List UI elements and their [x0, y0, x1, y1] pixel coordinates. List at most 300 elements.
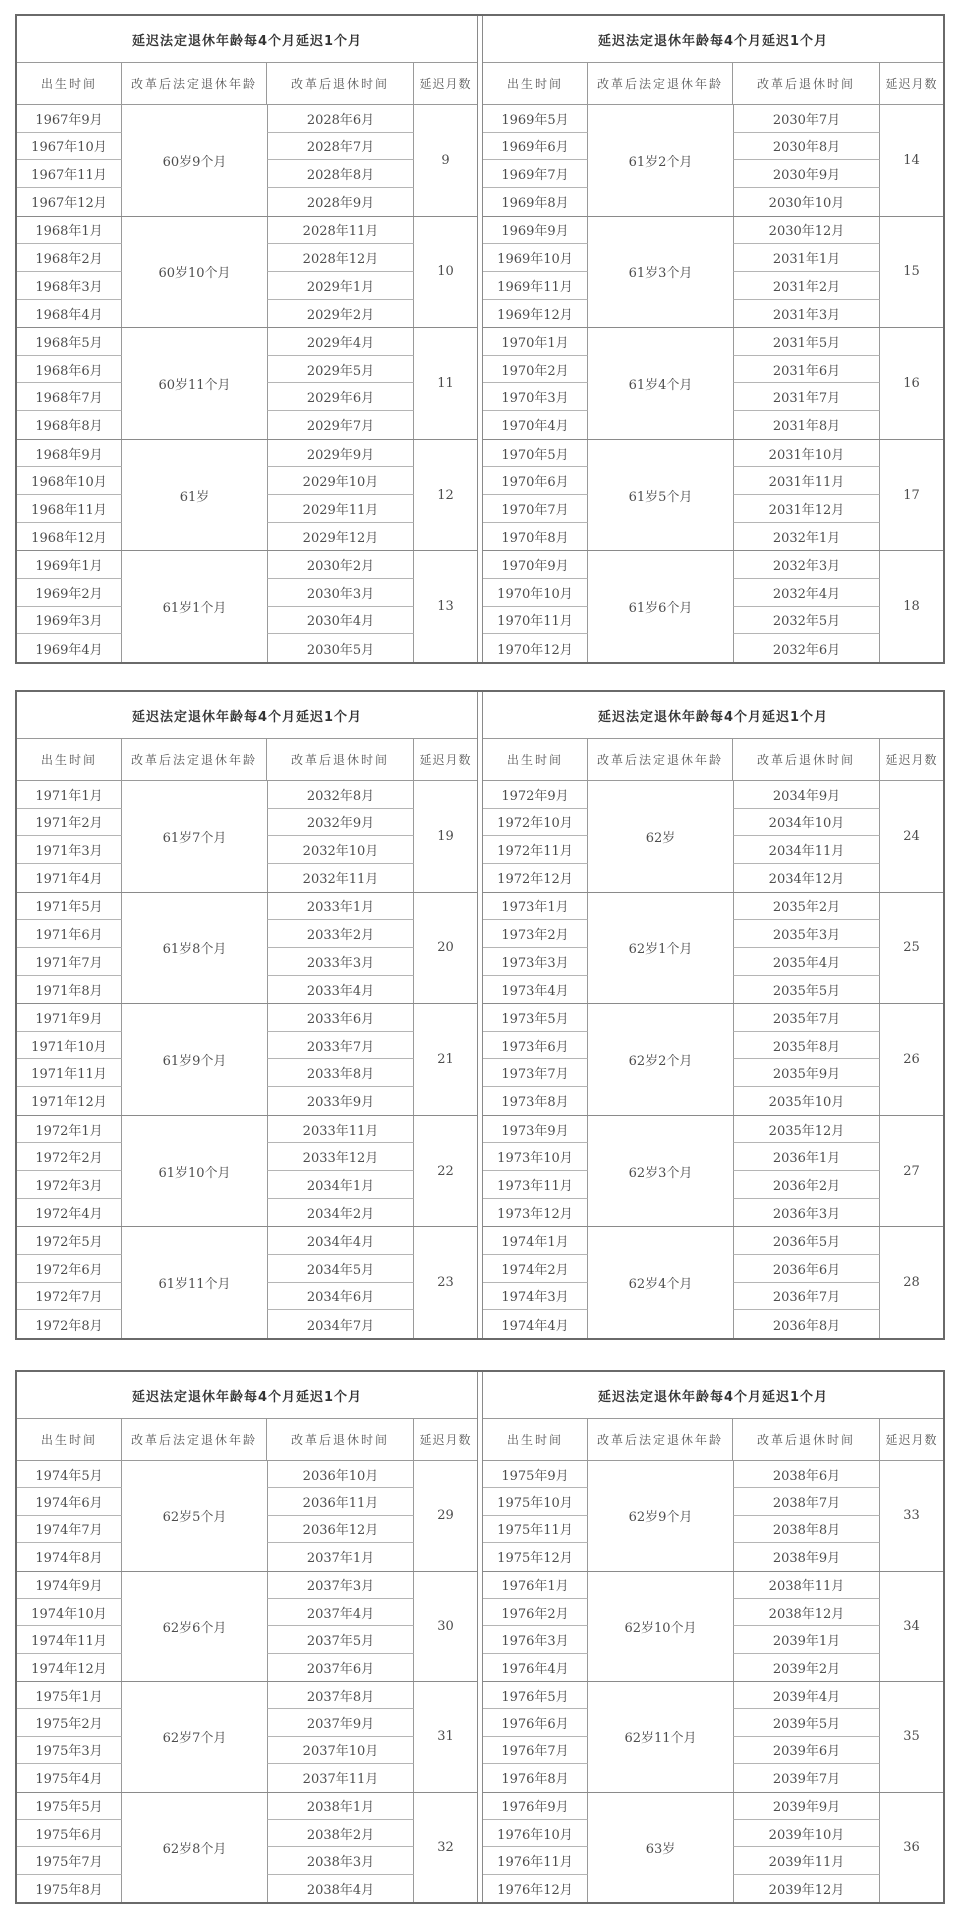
birth-date-cell: 1974年12月: [17, 1654, 122, 1681]
retirement-date-cell: 2036年6月: [733, 1255, 880, 1283]
retirement-date-cell: 2037年1月: [267, 1543, 414, 1570]
retirement-age-cell: 60岁9个月: [162, 154, 227, 170]
birth-date-cell: 1976年1月: [483, 1572, 588, 1599]
table-row-group: [17, 1227, 477, 1338]
retirement-date-cell: 2034年11月: [733, 836, 880, 864]
retirement-date-cell: 2030年8月: [733, 133, 880, 161]
birth-date-cell: 1970年10月: [483, 579, 588, 607]
retirement-date-cell: 2038年2月: [267, 1820, 414, 1847]
retirement-date-cell: 2031年8月: [733, 411, 880, 439]
birth-date-cell: 1972年3月: [17, 1171, 122, 1199]
retirement-date-cell: 2028年9月: [267, 188, 414, 216]
retirement-date-cell: 2036年2月: [733, 1171, 880, 1199]
birth-date-cell: 1974年3月: [483, 1283, 588, 1311]
birth-date-cell: 1974年2月: [483, 1255, 588, 1283]
birth-date-cell: 1974年6月: [17, 1488, 122, 1515]
retirement-date-cell: 2032年5月: [733, 607, 880, 635]
retirement-date-cell: 2038年3月: [267, 1847, 414, 1874]
retirement-date-cell: 2037年8月: [267, 1682, 414, 1709]
retirement-date-cell: 2035年7月: [733, 1004, 880, 1032]
birth-date-cell: 1970年4月: [483, 411, 588, 439]
table-row-group: [17, 328, 477, 440]
birth-date-cell: 1976年10月: [483, 1820, 588, 1847]
delay-months-cell: 30: [437, 1618, 454, 1634]
retirement-age-cell: 61岁11个月: [158, 1277, 231, 1293]
table-row-group: [483, 1227, 943, 1338]
delay-months-cell: 34: [903, 1618, 920, 1634]
birth-date-cell: 1972年6月: [17, 1255, 122, 1283]
birth-date-cell: 1973年10月: [483, 1143, 588, 1171]
birth-date-cell: 1967年10月: [17, 133, 122, 161]
retirement-date-cell: 2029年12月: [267, 523, 414, 551]
birth-date-cell: 1970年6月: [483, 467, 588, 495]
table-row-group: [483, 893, 943, 1005]
birth-date-cell: 1976年9月: [483, 1793, 588, 1820]
retirement-date-cell: 2038年6月: [733, 1461, 880, 1488]
birth-date-cell: 1974年11月: [17, 1626, 122, 1653]
retirement-age-cell: 61岁5个月: [628, 489, 693, 505]
birth-date-cell: 1975年7月: [17, 1847, 122, 1874]
birth-date-cell: 1968年8月: [17, 411, 122, 439]
table-row-group: [17, 781, 477, 893]
retirement-date-cell: 2033年3月: [267, 948, 414, 976]
retirement-age-cell: 62岁10个月: [624, 1620, 697, 1636]
delay-months-cell: 23: [437, 1275, 454, 1291]
birth-date-cell: 1968年6月: [17, 356, 122, 384]
retirement-date-cell: 2034年7月: [267, 1310, 414, 1338]
delay-months-cell: 11: [437, 375, 454, 391]
table-title: 延迟法定退休年龄每4个月延迟1个月: [483, 1372, 943, 1419]
retirement-date-cell: 2029年7月: [267, 411, 414, 439]
header-new-retirement-age: 改革后法定退休年龄: [588, 63, 733, 104]
retirement-date-cell: 2039年10月: [733, 1820, 880, 1847]
birth-date-cell: 1973年6月: [483, 1032, 588, 1060]
delay-months-cell: 27: [903, 1163, 920, 1179]
retirement-age-cell: 61岁4个月: [628, 377, 693, 393]
birth-date-cell: 1974年7月: [17, 1516, 122, 1543]
retirement-date-cell: 2036年10月: [267, 1461, 414, 1488]
delay-months-cell: 36: [903, 1839, 920, 1855]
birth-date-cell: 1974年5月: [17, 1461, 122, 1488]
table-row-group: [17, 217, 477, 329]
table-body: [483, 1461, 943, 1902]
birth-date-cell: 1968年4月: [17, 300, 122, 328]
retirement-date-cell: 2031年10月: [733, 440, 880, 468]
retirement-date-cell: 2035年10月: [733, 1087, 880, 1115]
birth-date-cell: 1975年2月: [17, 1709, 122, 1736]
birth-date-cell: 1975年12月: [483, 1543, 588, 1570]
retirement-date-cell: 2034年2月: [267, 1199, 414, 1227]
birth-date-cell: 1969年1月: [17, 551, 122, 579]
birth-date-cell: 1968年5月: [17, 328, 122, 356]
table-row-group: [17, 893, 477, 1005]
birth-date-cell: 1976年5月: [483, 1682, 588, 1709]
birth-date-cell: 1973年4月: [483, 976, 588, 1004]
header-delay-months: 延迟月数: [885, 77, 938, 91]
header-birth-date: 出生时间: [483, 1419, 588, 1460]
table-row-group: [483, 1682, 943, 1793]
retirement-date-cell: 2031年2月: [733, 272, 880, 300]
birth-date-cell: 1972年4月: [17, 1199, 122, 1227]
table-row-group: [17, 1461, 477, 1572]
birth-date-cell: 1976年2月: [483, 1599, 588, 1626]
retirement-date-cell: 2032年9月: [267, 809, 414, 837]
birth-date-cell: 1970年9月: [483, 551, 588, 579]
birth-date-cell: 1975年11月: [483, 1516, 588, 1543]
retirement-date-cell: 2028年11月: [267, 217, 414, 245]
birth-date-cell: 1970年2月: [483, 356, 588, 384]
delay-months-cell: 17: [903, 487, 920, 503]
retirement-date-cell: 2035年12月: [733, 1116, 880, 1144]
header-delay-months: 延迟月数: [419, 1433, 472, 1447]
retirement-age-cell: 62岁9个月: [628, 1510, 693, 1526]
table-row-group: [17, 1004, 477, 1116]
retirement-date-cell: 2029年6月: [267, 383, 414, 411]
birth-date-cell: 1970年3月: [483, 383, 588, 411]
birth-date-cell: 1972年1月: [17, 1116, 122, 1144]
header-new-retirement-date: 改革后退休时间: [733, 1419, 880, 1460]
retirement-date-cell: 2030年12月: [733, 217, 880, 245]
table-body: [483, 105, 943, 662]
retirement-date-cell: 2031年5月: [733, 328, 880, 356]
table-row-group: [483, 1572, 943, 1683]
birth-date-cell: 1969年4月: [17, 634, 122, 662]
header-new-retirement-date: 改革后退休时间: [733, 739, 880, 780]
delay-months-cell: 15: [903, 264, 920, 280]
retirement-age-cell: 61岁7个月: [162, 830, 227, 846]
retirement-date-cell: 2036年11月: [267, 1488, 414, 1515]
retirement-date-cell: 2039年12月: [733, 1875, 880, 1902]
retirement-date-cell: 2030年9月: [733, 160, 880, 188]
retirement-date-cell: 2031年6月: [733, 356, 880, 384]
delay-months-cell: 10: [437, 264, 454, 280]
table-row-group: [483, 551, 943, 662]
birth-date-cell: 1968年3月: [17, 272, 122, 300]
retirement-date-cell: 2029年2月: [267, 300, 414, 328]
table-row-group: [17, 1572, 477, 1683]
header-delay-months: 延迟月数: [885, 753, 938, 767]
birth-date-cell: 1973年7月: [483, 1059, 588, 1087]
birth-date-cell: 1974年8月: [17, 1543, 122, 1570]
retirement-date-cell: 2032年8月: [267, 781, 414, 809]
retirement-date-cell: 2029年4月: [267, 328, 414, 356]
retirement-date-cell: 2028年12月: [267, 244, 414, 272]
birth-date-cell: 1974年9月: [17, 1572, 122, 1599]
delay-months-cell: 26: [903, 1051, 920, 1067]
retirement-date-cell: 2038年1月: [267, 1793, 414, 1820]
delay-months-cell: 35: [903, 1729, 920, 1745]
retirement-date-cell: 2028年7月: [267, 133, 414, 161]
birth-date-cell: 1972年12月: [483, 864, 588, 892]
birth-date-cell: 1971年8月: [17, 976, 122, 1004]
table-section-3: [15, 1370, 945, 1904]
delay-months-cell: 16: [903, 375, 920, 391]
delay-months-cell: 28: [903, 1275, 920, 1291]
retirement-date-cell: 2030年10月: [733, 188, 880, 216]
retirement-date-cell: 2030年3月: [267, 579, 414, 607]
birth-date-cell: 1968年7月: [17, 383, 122, 411]
birth-date-cell: 1969年5月: [483, 105, 588, 133]
retirement-date-cell: 2034年9月: [733, 781, 880, 809]
table-header-row: [483, 1419, 943, 1461]
retirement-date-cell: 2037年5月: [267, 1626, 414, 1653]
delay-months-cell: 20: [437, 940, 454, 956]
retirement-date-cell: 2033年6月: [267, 1004, 414, 1032]
header-new-retirement-date: 改革后退休时间: [267, 63, 414, 104]
retirement-date-cell: 2034年6月: [267, 1283, 414, 1311]
birth-date-cell: 1968年2月: [17, 244, 122, 272]
retirement-date-cell: 2032年1月: [733, 523, 880, 551]
retirement-date-cell: 2036年3月: [733, 1199, 880, 1227]
birth-date-cell: 1972年5月: [17, 1227, 122, 1255]
right-table: [482, 1372, 943, 1902]
birth-date-cell: 1971年4月: [17, 864, 122, 892]
retirement-date-cell: 2036年1月: [733, 1143, 880, 1171]
retirement-date-cell: 2029年5月: [267, 356, 414, 384]
birth-date-cell: 1976年8月: [483, 1764, 588, 1791]
birth-date-cell: 1968年1月: [17, 217, 122, 245]
birth-date-cell: 1973年5月: [483, 1004, 588, 1032]
birth-date-cell: 1971年5月: [17, 893, 122, 921]
birth-date-cell: 1972年2月: [17, 1143, 122, 1171]
retirement-age-cell: 61岁6个月: [628, 601, 693, 617]
retirement-date-cell: 2032年10月: [267, 836, 414, 864]
birth-date-cell: 1975年10月: [483, 1488, 588, 1515]
table-section-2: [15, 690, 945, 1340]
retirement-date-cell: 2030年7月: [733, 105, 880, 133]
birth-date-cell: 1976年12月: [483, 1875, 588, 1902]
right-table: [482, 692, 943, 1338]
birth-date-cell: 1975年1月: [17, 1682, 122, 1709]
retirement-date-cell: 2033年9月: [267, 1087, 414, 1115]
retirement-date-cell: 2039年4月: [733, 1682, 880, 1709]
retirement-date-cell: 2033年11月: [267, 1116, 414, 1144]
birth-date-cell: 1975年3月: [17, 1737, 122, 1764]
retirement-date-cell: 2037年3月: [267, 1572, 414, 1599]
birth-date-cell: 1974年10月: [17, 1599, 122, 1626]
retirement-date-cell: 2034年12月: [733, 864, 880, 892]
retirement-date-cell: 2029年1月: [267, 272, 414, 300]
table-header-row: [17, 739, 477, 781]
birth-date-cell: 1970年11月: [483, 607, 588, 635]
birth-date-cell: 1972年8月: [17, 1310, 122, 1338]
delay-months-cell: 33: [903, 1508, 920, 1524]
birth-date-cell: 1968年9月: [17, 440, 122, 468]
birth-date-cell: 1970年8月: [483, 523, 588, 551]
retirement-date-cell: 2039年5月: [733, 1709, 880, 1736]
birth-date-cell: 1971年12月: [17, 1087, 122, 1115]
retirement-age-cell: 62岁11个月: [624, 1731, 697, 1747]
birth-date-cell: 1976年6月: [483, 1709, 588, 1736]
header-new-retirement-date: 改革后退休时间: [267, 739, 414, 780]
retirement-date-cell: 2030年2月: [267, 551, 414, 579]
retirement-date-cell: 2031年3月: [733, 300, 880, 328]
delay-months-cell: 22: [437, 1163, 454, 1179]
birth-date-cell: 1969年11月: [483, 272, 588, 300]
retirement-date-cell: 2038年8月: [733, 1516, 880, 1543]
delay-months-cell: 19: [437, 828, 454, 844]
retirement-date-cell: 2037年10月: [267, 1737, 414, 1764]
birth-date-cell: 1969年8月: [483, 188, 588, 216]
birth-date-cell: 1971年10月: [17, 1032, 122, 1060]
retirement-date-cell: 2029年9月: [267, 440, 414, 468]
delay-months-cell: 12: [437, 487, 454, 503]
retirement-date-cell: 2033年2月: [267, 920, 414, 948]
retirement-date-cell: 2028年6月: [267, 105, 414, 133]
retirement-date-cell: 2031年7月: [733, 383, 880, 411]
birth-date-cell: 1967年12月: [17, 188, 122, 216]
table-row-group: [17, 1682, 477, 1793]
header-new-retirement-age: 改革后法定退休年龄: [588, 739, 733, 780]
retirement-date-cell: 2037年11月: [267, 1764, 414, 1791]
birth-date-cell: 1973年8月: [483, 1087, 588, 1115]
table-row-group: [17, 1793, 477, 1903]
retirement-date-cell: 2039年2月: [733, 1654, 880, 1681]
retirement-date-cell: 2035年4月: [733, 948, 880, 976]
table-row-group: [483, 1004, 943, 1116]
birth-date-cell: 1971年2月: [17, 809, 122, 837]
retirement-date-cell: 2032年4月: [733, 579, 880, 607]
table-row-group: [483, 217, 943, 329]
retirement-age-cell: 61岁2个月: [628, 154, 693, 170]
retirement-date-cell: 2034年1月: [267, 1171, 414, 1199]
table-row-group: [483, 1116, 943, 1228]
birth-date-cell: 1968年12月: [17, 523, 122, 551]
retirement-date-cell: 2028年8月: [267, 160, 414, 188]
birth-date-cell: 1969年9月: [483, 217, 588, 245]
retirement-date-cell: 2037年6月: [267, 1654, 414, 1681]
retirement-age-cell: 61岁3个月: [628, 266, 693, 282]
birth-date-cell: 1976年3月: [483, 1626, 588, 1653]
header-birth-date: 出生时间: [483, 739, 588, 780]
birth-date-cell: 1972年11月: [483, 836, 588, 864]
table-title: 延迟法定退休年龄每4个月延迟1个月: [17, 692, 477, 739]
retirement-age-cell: 62岁6个月: [162, 1620, 227, 1636]
retirement-age-cell: 61岁10个月: [158, 1165, 231, 1181]
birth-date-cell: 1975年6月: [17, 1820, 122, 1847]
retirement-date-cell: 2039年6月: [733, 1737, 880, 1764]
birth-date-cell: 1975年5月: [17, 1793, 122, 1820]
delay-months-cell: 9: [441, 152, 450, 168]
retirement-date-cell: 2039年11月: [733, 1847, 880, 1874]
table-row-group: [483, 440, 943, 552]
retirement-date-cell: 2036年5月: [733, 1227, 880, 1255]
table-row-group: [483, 1793, 943, 1903]
table-title: 延迟法定退休年龄每4个月延迟1个月: [17, 16, 477, 63]
birth-date-cell: 1971年9月: [17, 1004, 122, 1032]
header-birth-date: 出生时间: [17, 739, 122, 780]
birth-date-cell: 1970年7月: [483, 495, 588, 523]
retirement-date-cell: 2033年7月: [267, 1032, 414, 1060]
retirement-date-cell: 2033年12月: [267, 1143, 414, 1171]
birth-date-cell: 1974年4月: [483, 1310, 588, 1338]
retirement-date-cell: 2030年4月: [267, 607, 414, 635]
table-row-group: [483, 1461, 943, 1572]
left-table: [17, 692, 478, 1338]
retirement-date-cell: 2032年3月: [733, 551, 880, 579]
table-header-row: [483, 739, 943, 781]
birth-date-cell: 1973年12月: [483, 1199, 588, 1227]
left-table: [17, 1372, 478, 1902]
retirement-date-cell: 2039年9月: [733, 1793, 880, 1820]
birth-date-cell: 1971年3月: [17, 836, 122, 864]
delay-months-cell: 29: [437, 1508, 454, 1524]
table-row-group: [483, 781, 943, 893]
table-section-1: [15, 14, 945, 664]
birth-date-cell: 1969年3月: [17, 607, 122, 635]
delay-months-cell: 18: [903, 599, 920, 615]
birth-date-cell: 1972年9月: [483, 781, 588, 809]
table-body: [17, 105, 477, 662]
birth-date-cell: 1969年2月: [17, 579, 122, 607]
table-row-group: [17, 440, 477, 552]
retirement-date-cell: 2031年11月: [733, 467, 880, 495]
header-new-retirement-age: 改革后法定退休年龄: [122, 1419, 267, 1460]
delay-months-cell: 32: [437, 1839, 454, 1855]
header-new-retirement-age: 改革后法定退休年龄: [122, 63, 267, 104]
retirement-date-cell: 2035年5月: [733, 976, 880, 1004]
right-table: [482, 16, 943, 662]
retirement-date-cell: 2039年7月: [733, 1764, 880, 1791]
header-new-retirement-age: 改革后法定退休年龄: [122, 739, 267, 780]
birth-date-cell: 1971年6月: [17, 920, 122, 948]
retirement-date-cell: 2036年12月: [267, 1516, 414, 1543]
retirement-date-cell: 2035年9月: [733, 1059, 880, 1087]
header-new-retirement-age: 改革后法定退休年龄: [588, 1419, 733, 1460]
retirement-date-cell: 2029年11月: [267, 495, 414, 523]
retirement-date-cell: 2034年5月: [267, 1255, 414, 1283]
retirement-date-cell: 2035年3月: [733, 920, 880, 948]
retirement-age-cell: 61岁9个月: [162, 1053, 227, 1069]
retirement-age-cell: 61岁8个月: [162, 942, 227, 958]
birth-date-cell: 1974年1月: [483, 1227, 588, 1255]
birth-date-cell: 1972年10月: [483, 809, 588, 837]
retirement-age-cell: 60岁11个月: [158, 377, 231, 393]
delay-months-cell: 13: [437, 599, 454, 615]
table-title: 延迟法定退休年龄每4个月延迟1个月: [483, 692, 943, 739]
retirement-date-cell: 2033年4月: [267, 976, 414, 1004]
birth-date-cell: 1976年7月: [483, 1737, 588, 1764]
retirement-date-cell: 2031年12月: [733, 495, 880, 523]
table-row-group: [483, 328, 943, 440]
birth-date-cell: 1973年2月: [483, 920, 588, 948]
retirement-date-cell: 2036年7月: [733, 1283, 880, 1311]
birth-date-cell: 1967年11月: [17, 160, 122, 188]
birth-date-cell: 1972年7月: [17, 1283, 122, 1311]
retirement-date-cell: 2038年7月: [733, 1488, 880, 1515]
table-body: [17, 1461, 477, 1902]
table-header-row: [17, 1419, 477, 1461]
header-birth-date: 出生时间: [17, 63, 122, 104]
retirement-date-cell: 2037年9月: [267, 1709, 414, 1736]
retirement-age-cell: 60岁10个月: [158, 266, 231, 282]
birth-date-cell: 1973年11月: [483, 1171, 588, 1199]
retirement-date-cell: 2029年10月: [267, 467, 414, 495]
birth-date-cell: 1973年1月: [483, 893, 588, 921]
retirement-date-cell: 2036年8月: [733, 1310, 880, 1338]
birth-date-cell: 1968年10月: [17, 467, 122, 495]
birth-date-cell: 1969年6月: [483, 133, 588, 161]
retirement-date-cell: 2034年10月: [733, 809, 880, 837]
birth-date-cell: 1976年11月: [483, 1847, 588, 1874]
retirement-date-cell: 2032年6月: [733, 634, 880, 662]
retirement-date-cell: 2038年4月: [267, 1875, 414, 1902]
header-birth-date: 出生时间: [483, 63, 588, 104]
header-birth-date: 出生时间: [17, 1419, 122, 1460]
retirement-date-cell: 2031年1月: [733, 244, 880, 272]
retirement-age-cell: 62岁8个月: [162, 1841, 227, 1857]
retirement-date-cell: 2033年1月: [267, 893, 414, 921]
